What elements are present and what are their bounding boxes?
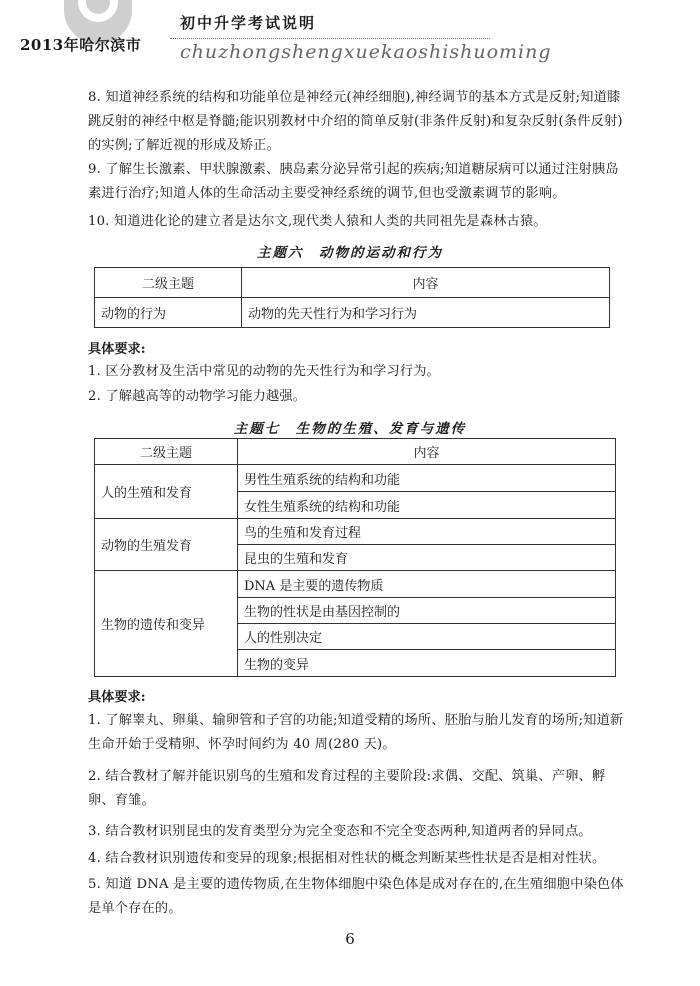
page-header (0, 0, 700, 80)
table-group-cell: 人的生殖和发育 (95, 465, 238, 519)
table-cell: 动物的先天性行为和学习行为 (242, 298, 610, 328)
table-header-cell: 二级主题 (95, 439, 238, 465)
topic6-title: 主题六 动物的运动和行为 (257, 245, 443, 261)
header-divider (170, 38, 490, 39)
table-row (95, 298, 610, 328)
table-cell: DNA 是主要的遗传物质 (238, 571, 616, 598)
table-header-cell: 内容 (238, 439, 616, 465)
table-header-row (95, 439, 616, 465)
table-cell: 生物的变异 (238, 650, 616, 677)
paragraph-8: 8. 知道神经系统的结构和功能单位是神经元(神经细胞),神经调节的基本方式是反射;知道膝跳反射的神经中枢是脊髓;能识别教材中介绍的简单反射(非条件反射)和复杂反射(条件反射)的实例;了解近视的形成及矫正。 (88, 90, 623, 153)
header-title: 初中升学考试说明 (180, 14, 317, 32)
table-row (95, 571, 616, 598)
topic7-req-4: 4. 结合教材识别遗传和变异的现象;根据相对性状的概念判断某些性状是否是相对性状。 (88, 851, 606, 866)
topic7-req-label: 具体要求: (88, 690, 146, 705)
topic7-req-1: 1. 了解睾丸、卵巢、输卵管和子宫的功能;知道受精的场所、胚胎与胎儿发育的场所;知道新生命开始于受精卵、怀孕时间约为 40 周(280 天)。 (88, 713, 624, 752)
table-group-cell: 动物的生殖发育 (95, 519, 238, 571)
topic7-req-3: 3. 结合教材识别昆虫的发育类型分为完全变态和不完全变态两种,知道两者的异同点。 (88, 824, 592, 839)
topic7-title: 主题七 生物的生殖、发育与遗传 (233, 421, 467, 437)
table-cell: 生物的性状是由基因控制的 (238, 598, 616, 624)
table-header-cell: 二级主题 (95, 268, 242, 298)
table-cell: 女性生殖系统的结构和功能 (238, 492, 616, 519)
table-cell: 人的性别决定 (238, 624, 616, 650)
table-cell: 鸟的生殖和发育过程 (238, 519, 616, 545)
topic7-req-5: 5. 知道 DNA 是主要的遗传物质,在生物体细胞中染色体是成对存在的,在生殖细胞中染色体是单个存在的。 (88, 877, 624, 916)
table-group-cell: 生物的遗传和变异 (95, 571, 238, 677)
page-number: 6 (345, 930, 355, 948)
topic6-req-label: 具体要求: (88, 342, 146, 357)
paragraph-9: 9. 了解生长激素、甲状腺激素、胰岛素分泌异常引起的疾病;知道糖尿病可以通过注射胰岛素进行治疗;知道人体的生命活动主要受神经系统的调节,但也受激素调节的影响。 (88, 162, 619, 201)
table-row (95, 465, 616, 492)
table-header-cell: 内容 (242, 268, 610, 298)
topic6-table (94, 267, 610, 328)
topic6-req-2: 2. 了解越高等的动物学习能力越强。 (88, 389, 307, 404)
topic7-req-2: 2. 结合教材了解并能识别鸟的生殖和发育过程的主要阶段:求偶、交配、筑巢、产卵、孵卵、育雏。 (88, 769, 606, 808)
paragraph-10: 10. 知道进化论的建立者是达尔文,现代类人猿和人类的共同祖先是森林古猿。 (88, 214, 547, 229)
topic6-req-1: 1. 区分教材及生活中常见的动物的先天性行为和学习行为。 (88, 364, 441, 379)
year-city-label: 2013年哈尔滨市 (20, 36, 142, 54)
table-row (95, 519, 616, 545)
header-pinyin: chuzhongshengxuekaoshishuoming (180, 41, 552, 63)
table-cell: 男性生殖系统的结构和功能 (238, 465, 616, 492)
table-cell: 昆虫的生殖和发育 (238, 545, 616, 571)
table-header-row (95, 268, 610, 298)
topic7-table (94, 438, 616, 677)
table-cell: 动物的行为 (95, 298, 242, 328)
